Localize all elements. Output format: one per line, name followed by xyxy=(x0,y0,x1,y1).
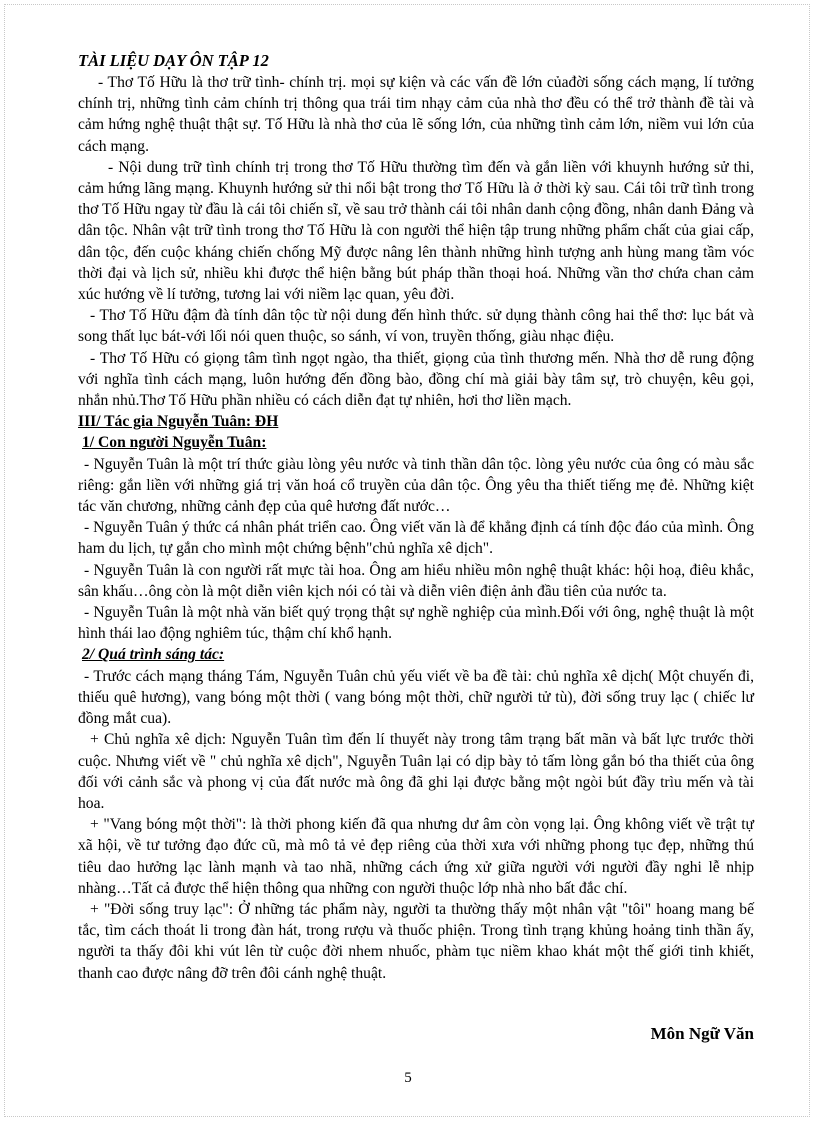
intro-paragraph-2: - Nội dung trữ tình chính trị trong thơ Tố Hữu thường tìm đến và gắn liền với khuynh hướng sử thi, cảm hứng lãng mạng. Khuynh hướng sử thi nổi bật trong thơ Tố Hữu là ở thời kỳ sau. Cái tôi trữ tình trong thơ Tố Hữu ngay từ đầu là cái tôi chiến sĩ, về sau trở thành cái tôi nhân danh cộng đồng, nhân danh Đảng và dân tộc. Nhân vật trữ tình trong thơ Tố Hữu là con người thể hiện tập trung những phẩm chất của giai cấp, dân tộc, đến cuộc kháng chiến chống Mỹ được nâng lên thành những hình tượng anh hùng mang tầm vóc thời đại và lịch sử, nhiều khi được thể hiện bằng bút pháp thần thoại hoá. Những vần thơ chứa chan cảm xúc hướng về lí tưởng, tương lai với niềm lạc quan, yêu đời. xyxy=(78,158,754,304)
person-paragraph-3: - Nguyễn Tuân là con người rất mực tài hoa. Ông am hiểu nhiều môn nghệ thuật khác: hội hoạ, điêu khắc, sân khấu…ông còn là một diễn viên kịch nói có tài và diễn viên điện ảnh đầu tiên của nước ta. xyxy=(78,561,754,600)
intro-paragraph-4: - Thơ Tố Hữu có giọng tâm tình ngọt ngào, tha thiết, giọng của tình thương mến. Nhà thơ dễ rung động với nghĩa tình cách mạng, luôn hướng đến đồng bào, đồng chí mà giải bày tâm sự, trò chuyện, kêu gọi, nhắn nhủ.Thơ Tố Hữu phần nhiều có cách diễn đạt tự nhiên, hơi thơ liền mạch. xyxy=(78,349,754,410)
career-paragraph-2: + Chủ nghĩa xê dịch: Nguyễn Tuân tìm đến lí thuyết này trong tâm trạng bất mãn và bất lực trước thời cuộc. Nhưng viết về " chủ nghĩa xê dịch", Nguyễn Tuân lại có dịp bày tỏ tấm lòng gắn bó tha thiết của ông đối với cảnh sắc và phong vị của đất nước mà ông đã ghi lại được bằng một ngòi bút đầy trìu mến và tài hoa. xyxy=(78,731,754,812)
document-body xyxy=(78,50,754,984)
career-paragraph-4: + "Đời sống truy lạc": Ở những tác phẩm này, người ta thường thấy một nhân vật "tôi" hoang mang bế tắc, tìm cách thoát li trong đàn hát, trong rượu và thuốc phiện. Trong tình trạng khủng hoảng tinh thần ấy, người ta thấy đôi khi vút lên từ cuộc đời nhem nhuốc, phàm tục niềm khao khát một thế giới tinh khiết, thanh cao được nâng đỡ trên đôi cánh nghệ thuật. xyxy=(78,900,754,982)
career-paragraph-3: + "Vang bóng một thời": là thời phong kiến đã qua nhưng dư âm còn vọng lại. Ông không viết về trật tự xã hội, về tư tưởng đạo đức cũ, mà mô tả vẻ đẹp riêng của thời xưa với những phong tục đẹp, những thú tiêu dao hưởng lạc lành mạnh và tao nhã, những cách ứng xử giữa người với người đầy nghi lễ nhịp nhàng…Tất cả được thể hiện thông qua những con người thuộc lớp nhà nho bất đắc chí. xyxy=(78,816,754,897)
subheading-qua-trinh-sang-tac: 2/ Quá trình sáng tác: xyxy=(82,646,225,664)
career-paragraph-1: - Trước cách mạng tháng Tám, Nguyễn Tuân chủ yếu viết về ba đề tài: chủ nghĩa xê dịch( Một chuyến đi, thiếu quê hương), vang bóng một thời ( vang bóng một thời, chữ người tử tù), đời sống truy lạc ( chiếc lư đồng mắt cua). xyxy=(78,667,754,728)
footer-subject-label: Môn Ngữ Văn xyxy=(650,1024,754,1043)
page-number: 5 xyxy=(404,1070,412,1086)
subheading-con-nguoi: 1/ Con người Nguyễn Tuân: xyxy=(82,434,267,452)
section-heading-nguyen-tuan: III/ Tác gia Nguyễn Tuân: ĐH xyxy=(78,413,279,431)
intro-paragraph-1: - Thơ Tố Hữu là thơ trữ tình- chính trị. mọi sự kiện và các vấn đề lớn củađời sống cách mạng, lí tưởng chính trị, những tình cảm chính trị thông qua trái tim nhạy cảm của nhà thơ đều có thể trở thành đề tài và cảm hứng nghệ thuật thật sự. Tố Hữu là nhà thơ của lẽ sống lớn, của những tình cảm lớn, niềm vui lớn của cách mạng. xyxy=(78,74,754,155)
person-paragraph-4: - Nguyễn Tuân là một nhà văn biết quý trọng thật sự nghề nghiệp của mình.Đối với ông, nghệ thuật là một hình thái lao động nghiêm túc, thậm chí khổ hạnh. xyxy=(78,604,754,643)
person-paragraph-2: - Nguyễn Tuân ý thức cá nhân phát triển cao. Ông viết văn là để khẳng định cá tính độc đáo của mình. Ông ham du lịch, tự gắn cho mình một chứng bệnh"chủ nghĩa xê dịch". xyxy=(78,519,754,558)
person-paragraph-1: - Nguyễn Tuân là một trí thức giàu lòng yêu nước và tinh thần dân tộc. lòng yêu nước của ông có màu sắc riêng: gắn liền với những giá trị văn hoá cổ truyền của dân tộc. Ông yêu tha thiết tiếng mẹ đẻ. Những kiệt tác văn chương, những cảnh đẹp của quê hương đất nước… xyxy=(78,455,754,516)
intro-paragraph-3: - Thơ Tố Hữu đậm đà tính dân tộc từ nội dung đến hình thức. sử dụng thành công hai thể thơ: lục bát và song thất lục bát-với lối nói quen thuộc, so sánh, ví von, truyền thống, giàu nhạc điệu. xyxy=(78,307,754,346)
document-title: TÀI LIỆU DẠY ÔN TẬP 12 xyxy=(78,51,269,70)
